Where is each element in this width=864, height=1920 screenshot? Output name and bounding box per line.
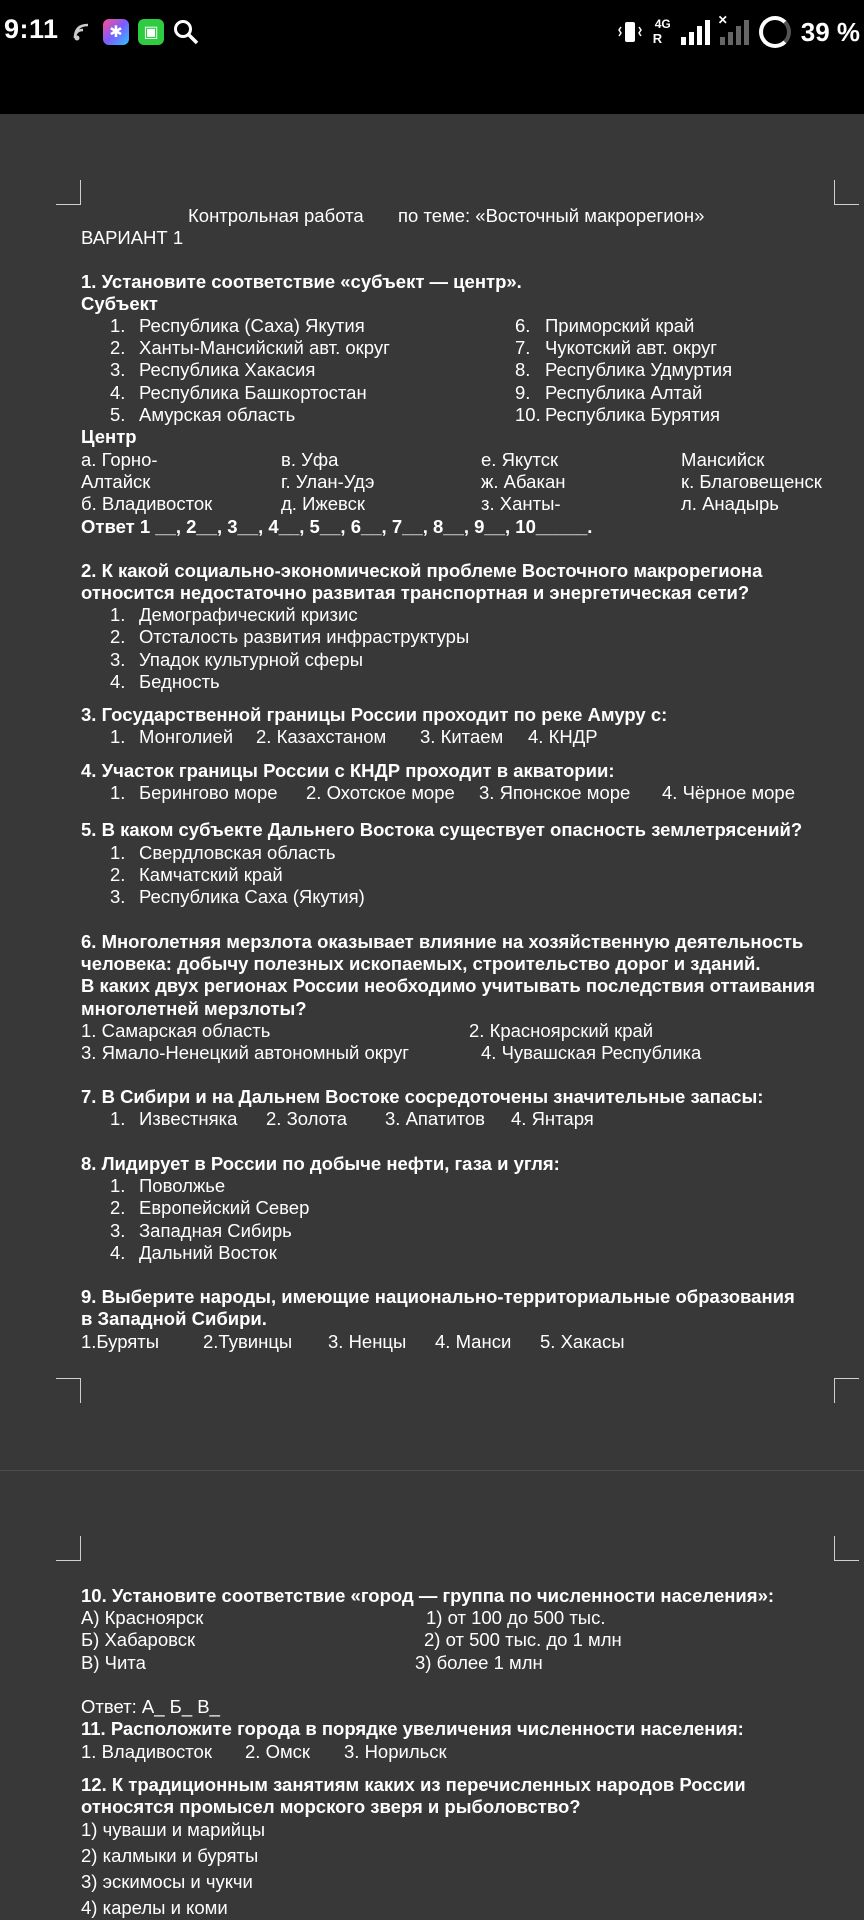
list-item: 3. Японское море [479, 782, 631, 803]
network-indicator: 4G R [652, 17, 671, 46]
list-item: 2. Охотское море [306, 782, 455, 803]
list-item-num: 4. [110, 671, 126, 692]
question-8-title: 8. Лидирует в России по добыче нефти, газа и угля: [81, 1153, 560, 1174]
question-2-title-cont: относится недостаточно развитая транспортная и энергетическая сети? [81, 582, 750, 603]
list-item-num: 2. [110, 337, 126, 358]
variant-label: ВАРИАНТ 1 [81, 227, 184, 248]
list-item-num: 1. [110, 1108, 126, 1129]
list-item-num: 3. [110, 886, 126, 907]
list-item-num: 1. [110, 726, 126, 747]
list-item: 2.Тувинцы [203, 1331, 293, 1352]
question-9-title-cont: в Западной Сибири. [81, 1308, 267, 1329]
list-item: Берингово море [139, 782, 278, 803]
question-6-title-cont: В каких двух регионах России необходимо учитывать последствия оттаивания [81, 975, 816, 996]
list-item: Отсталость развития инфраструктуры [139, 626, 470, 647]
question-10-title: 10. Установите соответствие «город — группа по численности населения»: [81, 1585, 775, 1606]
list-item: в. Уфа [281, 449, 339, 470]
status-time: 9:11 [4, 14, 59, 44]
list-item-num: 2. [110, 626, 126, 647]
list-item-num: 1. [110, 315, 126, 336]
list-item-num: 4. [110, 1242, 126, 1263]
list-item: А) Красноярск [81, 1607, 204, 1628]
list-item-num: 1. [110, 782, 126, 803]
status-icons-left [72, 19, 199, 45]
list-item: Республика Бурятия [545, 404, 721, 425]
list-item-num: 1. [110, 842, 126, 863]
list-item: е. Якутск [481, 449, 559, 470]
list-item: Мансийск [681, 449, 765, 470]
list-item-num: 3. [110, 649, 126, 670]
question-9-title: 9. Выберите народы, имеющие национально-территориальные образования [81, 1286, 795, 1307]
list-item-num: 2. [110, 864, 126, 885]
list-item: 3) более 1 млн [415, 1652, 543, 1673]
signal-icon [681, 19, 710, 45]
app-icon: ✱ [103, 19, 129, 45]
list-item-num: 10. [515, 404, 541, 425]
page-corner-mark [834, 1536, 859, 1561]
list-item-num: 8. [515, 359, 531, 380]
list-item: 3. Апатитов [385, 1108, 485, 1129]
list-item-num: 9. [515, 382, 531, 403]
page-corner-mark [834, 180, 859, 205]
list-item: Республика (Саха) Якутия [139, 315, 365, 336]
list-item: д. Ижевск [281, 493, 365, 514]
question-7-title: 7. В Сибири и на Дальнем Востоке сосредоточены значительные запасы: [81, 1086, 764, 1107]
list-item: Европейский Север [139, 1197, 310, 1218]
q10-answer-line: Ответ: А_ Б_ В_ [81, 1696, 220, 1717]
list-item: Известняка [139, 1108, 238, 1129]
question-12-title-cont: относятся промысел морского зверя и рыболовство? [81, 1796, 581, 1817]
list-item: 3. Норильск [344, 1741, 447, 1762]
list-item: Республика Хакасия [139, 359, 316, 380]
list-item: 2) от 500 тыс. до 1 млн [424, 1629, 622, 1650]
question-6-title-cont: многолетней мерзлоты? [81, 998, 307, 1019]
list-item: б. Владивосток [81, 493, 213, 514]
list-item: 3) эскимосы и чукчи [81, 1871, 253, 1892]
list-item: Упадок культурной сферы [139, 649, 364, 670]
list-item: 4. Чувашская Республика [481, 1042, 702, 1063]
q1-subject-label: Субъект [81, 293, 158, 314]
question-5-title: 5. В каком субъекте Дальнего Востока существует опасность землетрясений? [81, 819, 803, 840]
list-item: Амурская область [139, 404, 296, 425]
list-item: 2. Омск [245, 1741, 311, 1762]
list-item: 1. Владивосток [81, 1741, 212, 1762]
list-item: Дальний Восток [139, 1242, 277, 1263]
question-3-title: 3. Государственной границы России проходит по реке Амуру с: [81, 704, 668, 725]
list-item-num: 1. [110, 1175, 126, 1196]
document-page-1 [0, 114, 864, 1470]
list-item: 3. Ямало-Ненецкий автономный округ [81, 1042, 409, 1063]
list-item-num: 5. [110, 404, 126, 425]
list-item: 4. Манси [435, 1331, 512, 1352]
list-item-num: 4. [110, 382, 126, 403]
document-page-2 [0, 1471, 864, 1920]
list-item: 2. Казахстаном [256, 726, 387, 747]
app-icon-green: ▣ [138, 19, 164, 45]
no-signal-icon: ✕ [720, 19, 749, 45]
q1-answer-line: Ответ 1 __, 2__, 3__, 4__, 5__, 6__, 7__, 8__, 9__, 10_____. [81, 516, 593, 537]
list-item: Бедность [139, 671, 220, 692]
status-icons-right [617, 13, 860, 48]
question-4-title: 4. Участок границы России с КНДР проходит в акватории: [81, 760, 615, 781]
list-item-num: 2. [110, 1197, 126, 1218]
list-item: Монголией [139, 726, 234, 747]
list-item: Республика Удмуртия [545, 359, 733, 380]
list-item: 1) чуваши и марийцы [81, 1819, 266, 1840]
list-item: 2. Золота [266, 1108, 348, 1129]
list-item: 4. Чёрное море [662, 782, 795, 803]
list-item-num: 6. [515, 315, 531, 336]
list-item: Б) Хабаровск [81, 1629, 196, 1650]
list-item: Алтайск [81, 471, 151, 492]
question-6-title: 6. Многолетняя мерзлота оказывает влияние на хозяйственную деятельность [81, 931, 804, 952]
question-2-title: 2. К какой социально-экономической проблеме Восточного макрорегиона [81, 560, 763, 581]
list-item-num: 1. [110, 604, 126, 625]
document-title: Контрольная работа [188, 205, 364, 226]
list-item: Демографический кризис [139, 604, 358, 625]
list-item: 4. КНДР [528, 726, 598, 747]
list-item: а. Горно- [81, 449, 158, 470]
list-item: л. Анадырь [681, 493, 779, 514]
vibrate-icon [617, 19, 643, 45]
list-item: ж. Абакан [481, 471, 566, 492]
list-item: 2. Красноярский край [469, 1020, 654, 1041]
list-item: Камчатский край [139, 864, 283, 885]
page-corner-mark [56, 1536, 81, 1561]
question-1-title: 1. Установите соответствие «субъект — центр». [81, 271, 522, 292]
list-item-num: 7. [515, 337, 531, 358]
search-icon [173, 19, 199, 45]
page-corner-mark [56, 1378, 81, 1403]
status-bar [0, 0, 864, 114]
list-item: 4. Янтаря [511, 1108, 594, 1129]
question-11-title: 11. Расположите города в порядке увеличения численности населения: [81, 1718, 744, 1739]
q1-center-label: Центр [81, 426, 137, 447]
question-12-title: 12. К традиционным занятиям каких из перечисленных народов России [81, 1774, 746, 1795]
list-item: Республика Алтай [545, 382, 703, 403]
page-corner-mark [834, 1378, 859, 1403]
battery-percent: 39 % [800, 16, 860, 47]
list-item: Ханты-Мансийский авт. округ [139, 337, 390, 358]
list-item-num: 3. [110, 1220, 126, 1241]
question-6-title-cont: человека: добычу полезных ископаемых, строительство дорог и зданий. [81, 953, 761, 974]
list-item: Республика Башкортостан [139, 382, 367, 403]
list-item: 1) от 100 до 500 тыс. [426, 1607, 606, 1628]
list-item: Приморский край [545, 315, 695, 336]
list-item: Поволжье [139, 1175, 226, 1196]
list-item: Республика Саха (Якутия) [139, 886, 365, 907]
list-item: Свердловская область [139, 842, 336, 863]
list-item: В) Чита [81, 1652, 146, 1673]
list-item: з. Ханты- [481, 493, 561, 514]
list-item: Чукотский авт. округ [545, 337, 718, 358]
wifi-call-icon [72, 21, 94, 43]
list-item-num: 3. [110, 359, 126, 380]
list-item: 5. Хакасы [540, 1331, 625, 1352]
list-item: 1. Самарская область [81, 1020, 271, 1041]
list-item: 1.Буряты [81, 1331, 160, 1352]
list-item: к. Благовещенск [681, 471, 822, 492]
list-item: 4) карелы и коми [81, 1897, 228, 1918]
list-item: Западная Сибирь [139, 1220, 292, 1241]
list-item: 3. Китаем [420, 726, 504, 747]
document-topic: по теме: «Восточный макрорегион» [398, 205, 705, 226]
page-corner-mark [56, 180, 81, 205]
list-item: г. Улан-Удэ [281, 471, 375, 492]
list-item: 2) калмыки и буряты [81, 1845, 259, 1866]
battery-icon [759, 16, 791, 48]
list-item: 3. Ненцы [328, 1331, 407, 1352]
